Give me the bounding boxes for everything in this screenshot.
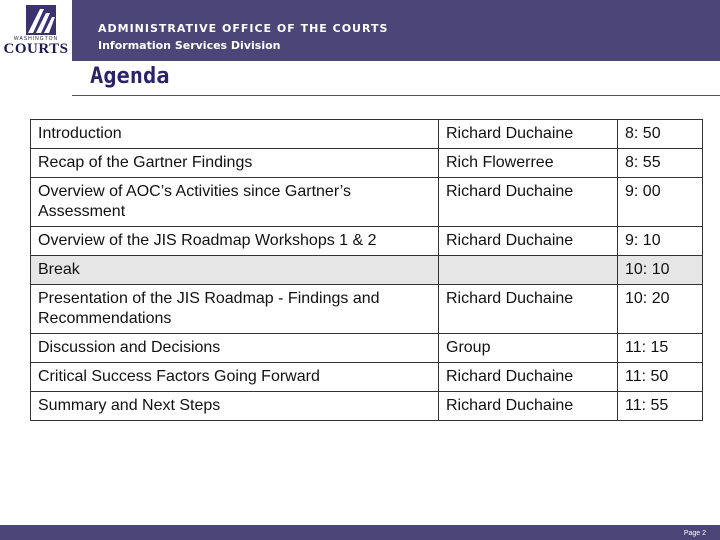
table-row	[31, 178, 703, 227]
agenda-item-cell: Summary and Next Steps	[31, 392, 439, 421]
title-divider	[72, 95, 720, 96]
presenter-cell: Richard Duchaine	[439, 285, 618, 334]
presenter-cell: Richard Duchaine	[439, 178, 618, 227]
time-cell: 8: 50	[618, 120, 703, 149]
page-number: Page 2	[683, 530, 706, 537]
table-row	[31, 392, 703, 421]
agenda-item-cell: Presentation of the JIS Roadmap - Findings and Recommendations	[31, 285, 439, 334]
agenda-table	[30, 119, 703, 421]
page-title: Agenda	[90, 64, 170, 89]
footer-bar	[0, 525, 720, 540]
logo-courts-text: COURTS	[3, 41, 69, 57]
agenda-item-cell: Recap of the Gartner Findings	[31, 149, 439, 178]
table-row	[31, 334, 703, 363]
table-row	[31, 256, 703, 285]
table-row	[31, 285, 703, 334]
agenda-item-cell: Introduction	[31, 120, 439, 149]
presenter-cell: Rich Flowerree	[439, 149, 618, 178]
presenter-cell: Richard Duchaine	[439, 363, 618, 392]
time-cell: 8: 55	[618, 149, 703, 178]
time-cell: 11: 50	[618, 363, 703, 392]
agenda-item-cell: Overview of AOC’s Activities since Gartner’s Assessment	[31, 178, 439, 227]
time-cell: 10: 10	[618, 256, 703, 285]
logo-state-text: WASHINGTON	[13, 36, 59, 42]
presenter-cell: Group	[439, 334, 618, 363]
time-cell: 9: 00	[618, 178, 703, 227]
agenda-item-cell: Overview of the JIS Roadmap Workshops 1 & 2	[31, 227, 439, 256]
presenter-cell: Richard Duchaine	[439, 392, 618, 421]
time-cell: 9: 10	[618, 227, 703, 256]
presenter-cell: Richard Duchaine	[439, 227, 618, 256]
time-cell: 11: 15	[618, 334, 703, 363]
agenda-item-cell: Break	[31, 256, 439, 285]
courts-emblem-icon	[6, 4, 66, 36]
agenda-item-cell: Discussion and Decisions	[31, 334, 439, 363]
organization-name: ADMINISTRATIVE OFFICE OF THE COURTS	[98, 22, 389, 35]
time-cell: 11: 55	[618, 392, 703, 421]
presenter-cell	[439, 256, 618, 285]
presenter-cell: Richard Duchaine	[439, 120, 618, 149]
table-row	[31, 363, 703, 392]
division-name: Information Services Division	[98, 39, 281, 52]
table-row	[31, 149, 703, 178]
washington-courts-logo	[0, 0, 72, 61]
agenda-item-cell: Critical Success Factors Going Forward	[31, 363, 439, 392]
table-row	[31, 227, 703, 256]
time-cell: 10: 20	[618, 285, 703, 334]
table-row	[31, 120, 703, 149]
